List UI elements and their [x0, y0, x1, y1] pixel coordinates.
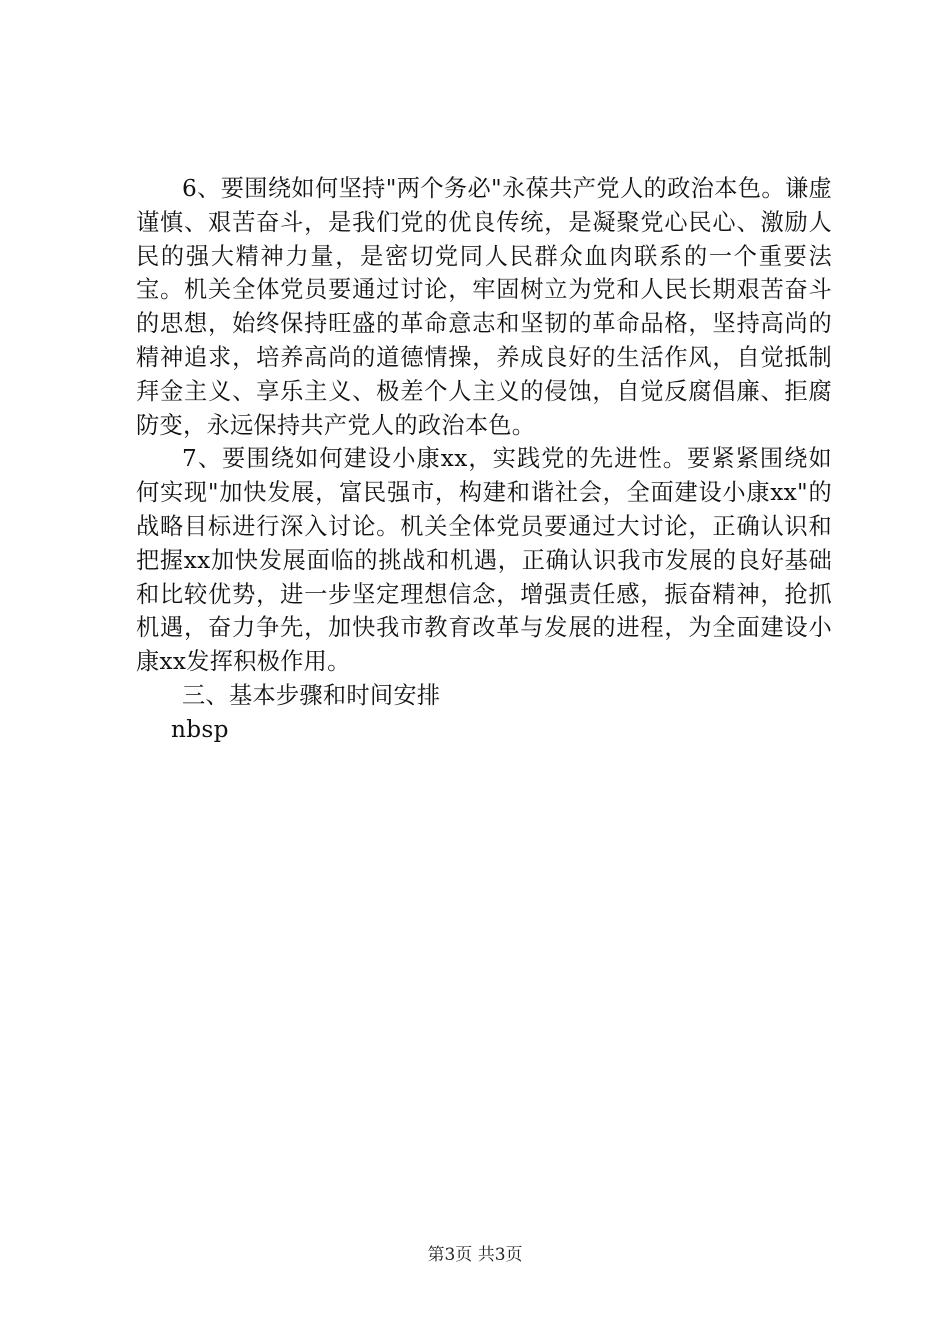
document-body [136, 172, 832, 747]
page-footer: 第3页 共3页 [427, 1245, 523, 1265]
placeholder-text: nbsp [171, 715, 229, 743]
paragraph-item-6: 6、要围绕如何坚持"两个务必"永葆共产党人的政治本色。谦虚谨慎、艰苦奋斗，是我们党的优良传统，是凝聚党心民心、激励人民的强大精神力量，是密切党同人民群众血肉联系的一个重要法宝。机关全体党员要通过讨论，牢固树立为党和人民长期艰苦奋斗的思想，始终保持旺盛的革命意志和坚韧的革命品格，坚持高尚的精神追求，培养高尚的道德情操，养成良好的生活作风，自觉抵制拜金主义、享乐主义、极差个人主义的侵蚀，自觉反腐倡廉、拒腐防变，永远保持共产党人的政治本色。 [136, 175, 832, 439]
section-heading: 三、基本步骤和时间安排 [182, 681, 441, 709]
paragraph-item-7: 7、要围绕如何建设小康xx，实践党的先进性。要紧紧围绕如何实现"加快发展，富民强市，构建和谐社会，全面建设小康xx"的战略目标进行深入讨论。机关全体党员要通过大讨论，正确认识和把握xx加快发展面临的挑战和机遇，正确认识我市发展的良好基础和比较优势，进一步坚定理想信念，增强责任感，振奋精神，抢抓机遇，奋力争先，加快我市教育改革与发展的进程，为全面建设小康xx发挥积极作用。 [136, 445, 832, 676]
